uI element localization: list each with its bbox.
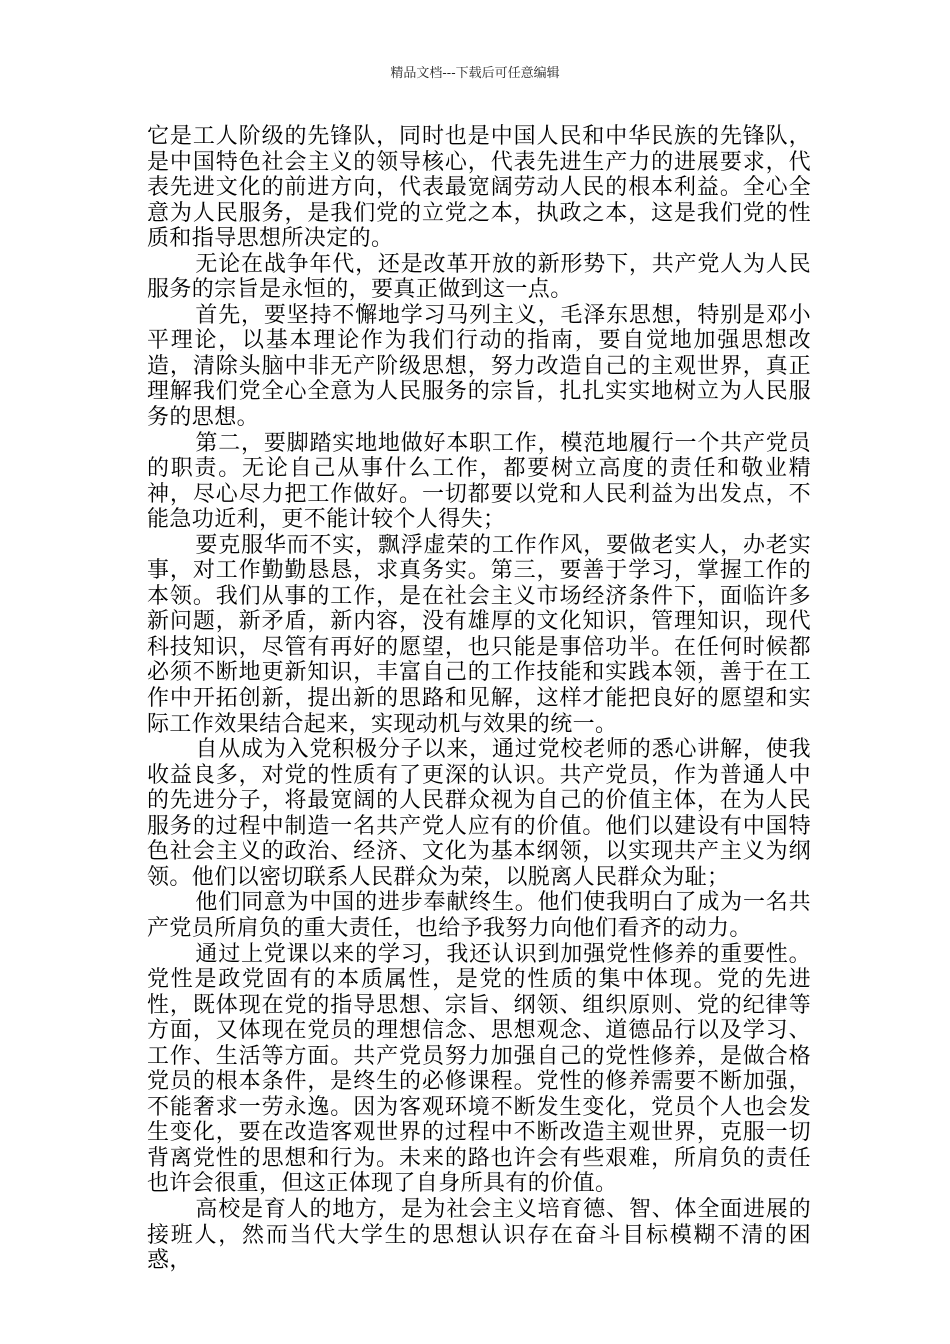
page-header: 精品文档---下载后可任意编辑 xyxy=(390,66,560,81)
paragraph-8: 通过上党课以来的学习，我还认识到加强党性修养的重要性。党性是政党固有的本质属性，是党的性质的集中体现。党的先进性，既体现在党的指导思想、宗旨、纲领、组织原则、党的纪律等方面，又体现在党员的理想信念、思想观念、道德品行以及学习、工作、生活等方面。共产党员努力加强自己的党性修养，是做合格党员的根本条件，是终生的必修课程。党性的修养需要不断加强，不能奢求一劳永逸。因为客观环境不断发生变化，党员个人也会发生变化，要在改造客观世界的过程中不断改造主观世界，克服一切背离党性的思想和行为。未来的路也许会有些艰难，所肩负的责任也许会很重，但这正体现了自身所具有的价值。 xyxy=(147,941,811,1197)
paragraph-9: 高校是育人的地方，是为社会主义培育德、智、体全面进展的接班人，然而当代大学生的思想认识存在奋斗目标模糊不清的困惑， xyxy=(147,1196,811,1274)
paragraph-4: 第二，要脚踏实地地做好本职工作，模范地履行一个共产党员的职责。无论自己从事什么工作，都要树立高度的责任和敬业精神，尽心尽力把工作做好。一切都要以党和人民利益为出发点，不能急功近利，更不能计较个人得失； xyxy=(147,430,811,533)
paragraph-7: 他们同意为中国的进步奉献终生。他们使我明白了成为一名共产党员所肩负的重大责任，也给予我努力向他们看齐的动力。 xyxy=(147,890,811,941)
paragraph-1: 它是工人阶级的先锋队，同时也是中国人民和中华民族的先锋队，是中国特色社会主义的领导核心，代表先进生产力的进展要求，代表先进文化的前进方向，代表最宽阔劳动人民的根本利益。全心全意为人民服务，是我们党的立党之本，执政之本，这是我们党的性质和指导思想所决定的。 xyxy=(147,124,811,252)
paragraph-2: 无论在战争年代，还是改革开放的新形势下，共产党人为人民服务的宗旨是永恒的，要真正做到这一点。 xyxy=(147,251,811,303)
paragraph-6: 自从成为入党积极分子以来，通过党校老师的悉心讲解，使我收益良多，对党的性质有了更深的认识。共产党员，作为普通人中的先进分子，将最宽阔的人民群众视为自己的价值主体，在为人民服务的过程中制造一名共产党人应有的价值。他们以建设有中国特色社会主义的政治、经济、文化为基本纲领，以实现共产主义为纲领。他们以密切联系人民群众为荣，以脱离人民群众为耻； xyxy=(147,737,811,890)
paragraph-5: 要克服华而不实，飘浮虚荣的工作作风，要做老实人，办老实事，对工作勤勤恳恳，求真务实。第三，要善于学习，掌握工作的本领。我们从事的工作，是在社会主义市场经济条件下，面临许多新问题，新矛盾，新内容，没有雄厚的文化知识，管理知识，现代科技知识，尽管有再好的愿望，也只能是事倍功半。在任何时候都必须不断地更新知识，丰富自己的工作技能和实践本领，善于在工作中开拓创新，提出新的思路和见解，这样才能把良好的愿望和实际工作效果结合起来，实现动机与效果的统一。 xyxy=(147,532,811,737)
document-body xyxy=(147,124,811,1274)
paragraph-3: 首先，要坚持不懈地学习马列主义，毛泽东思想，特别是邓小平理论，以基本理论作为我们行动的指南，要自觉地加强思想改造，清除头脑中非无产阶级思想，努力改造自己的主观世界，真正理解我们党全心全意为人民服务的宗旨，扎扎实实地树立为人民服务的思想。 xyxy=(147,302,811,431)
